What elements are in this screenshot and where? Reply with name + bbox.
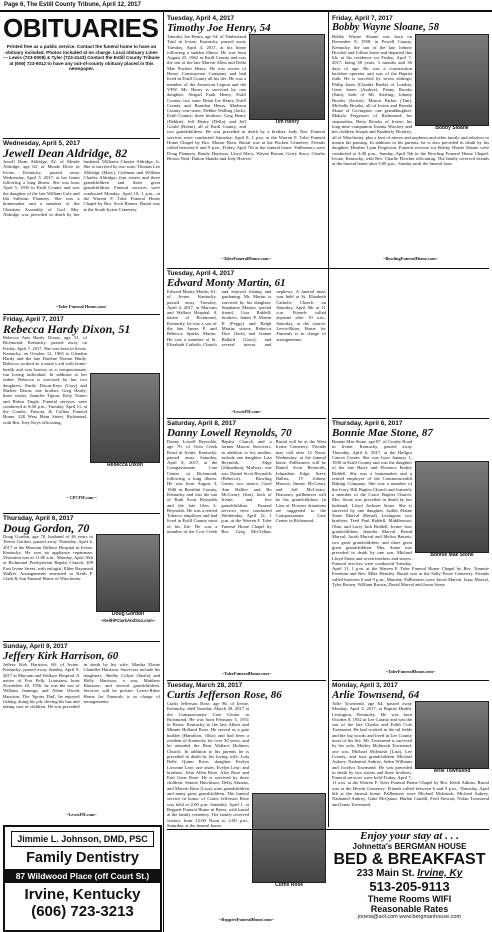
obit-townsend — [332, 680, 489, 826]
ad-dentist-name: Jimmie L. Johnson, DMD, PSC — [11, 831, 154, 847]
obit-name: Danny Lowell Reynolds, 70 — [167, 427, 292, 439]
obit-name: Rebecca Hardy Dixon, 51 — [3, 322, 131, 336]
obit-date: Friday, April 7, 2017 — [332, 15, 393, 22]
ad-bed-and-breakfast — [167, 829, 489, 930]
obit-date: Tuesday, March 28, 2017 — [167, 680, 326, 689]
photo-caption: Curtis Rose — [274, 882, 304, 888]
portrait-photo — [96, 534, 160, 612]
obit-name: Edward Monty Martin, 61 — [167, 277, 286, 289]
section-title: OBITUARIES — [3, 15, 159, 43]
obit-martin — [167, 268, 489, 417]
photo-caption: Rebecca Dixon — [107, 462, 143, 468]
obit-date: Sunday, April 9, 2017 — [3, 641, 160, 650]
obit-signature: ~TolerFuneralHome.com~ — [221, 671, 272, 676]
obit-body: Edward Monty Martin, 61, of Irvine, Kentucky, passed away Tuesday, April 4, 2017, at Marcum and Wallace Hospital. A native of Richmond, Kentucky, he was a son of the late James P. and Rebecca Sparks Martin. He was a member of St. Elizabeth Catholic Church and enjoyed fishing and gardening. Mr. Martin is survived by his daughter, Stephanie Martin; special friend, Lisa Riddell; brothers, James P. Martin II (Peggy) and Ralph Martin; sisters, Rebecca Dice (Jack) and Jeanne Ballard (Gary); and several nieces and nephews. A funeral mass was held at St. Elizabeth Catholic Church on Saturday, April 8th at 11 a.m. Friends called anytime after 10 a.m., Saturday, at the church. Lewis-Ritter Home for Funerals is in charge of arrangements. — [167, 289, 326, 347]
obit-name: Arlie Townsend, 64 — [332, 689, 420, 701]
obit-name: Bonnie Mae Stone, 87 — [332, 427, 433, 439]
ad-bnb-contact: joneta@aol.com www.bergmanhouse.com — [357, 914, 462, 920]
photo-caption: Bobby Sloane — [435, 125, 469, 131]
ad-dentist-address: 87 Wildwood Place (off Court St.) — [5, 869, 160, 883]
ad-dentist-headline: Family Dentistry — [26, 850, 139, 866]
obit-body: Curtis Jefferson Rose, age 86, of Irvine, Kentucky, died Tuesday, March 28, 2017 at the Compassionate Care Center in Richmond. He was born February 5, 1931 in Berea, Kentucky to the late Albert and Minnie Holland Rose. He served as a gate builder (Hamilton, Ohio) and had been a resident of Kentucky for over 30 years, and he attended the Bear Wallace Holiness Church. In addition to his parents he is preceded in death by his loving wife, Lula Belle Quinn Rose; daughter Evelyn Lavonne Lear; one sister, Evelyn Lear; and brothers, John Allen Rose, Alex Rose and Earl Gene Rose. He is survived by three children, Sonnie Hutchison, Della Abrams, and Marvin Rose (Lisa); nine grandchildren and many great grandchildren. The funeral service in honor of Curtis Jefferson Rose was held at 2:00 p.m. Saturday, April 1, at Reppert Funeral Home in Berea, with burial at the family cemetery. The family received visitors from 12:00 Noon to 2:00 p.m., Saturday, at the funeral home. — [167, 701, 249, 828]
obit-name: Curtis Jefferson Rose, 86 — [167, 689, 282, 701]
obit-name: Timothy Joe Henry, 54 — [167, 22, 271, 34]
photo-frame — [249, 34, 325, 126]
column-divider-1 — [163, 12, 164, 932]
obit-date: Thursday, April 6, 2017 — [3, 513, 160, 522]
obit-signature: ~LewisFH.com~ — [231, 409, 262, 414]
portrait-photo — [415, 701, 489, 769]
photo-frame — [415, 701, 489, 777]
obit-signature: ~ReppertFuneralHome.com~ — [219, 917, 274, 922]
obit-dixon — [3, 314, 160, 512]
page-header: Page 6, The Estill County Tribune, April 12, 2017 — [4, 2, 141, 8]
masthead-notice: Printed free as a public service. Contact the funeral home to have an obituary included. Photos included at no charge. Local obituary Lines — Lewis (723-0008) & Tyler (723-4143) Contact the Estill County Tribune at (606) 723-9012 to have any out-of-county obituary placed in this newspaper. — [3, 44, 160, 72]
obit-body: Bonnie Mae Stone, age 87, of Crosby Road in Irvine, Kentucky, passed away Thursday, April 6, 2017, at the Hallgro Cancer Center. She was born January 1, 1930 in Estill County and was the daughter of the late Harry and Florence Embry Riddell. She was a homemaker and a retired employee of the Commonwealth Baking Company. She was a member of the Ivory Hill Baptist Church and formerly a member of the Grace Baptist Church. Mrs. Stone was preceded in death by her husband, Lloyd Jackson Stone. She is survived by one daughter, Judith Elaine Stone Marval (Bernd), Lexington; two brothers: Teed Paul Riddell, Middletown, Ohio, and Larry Jack Riddell, Irvine; four grandchildren, Jennifer Marval, Bernd Marval, Jacob Marval and Melisa Bassett; two great grandchildren, and three great great grandchildren. Mrs. Stone was preceded in death by one son, Michael Lloyd Stone and seven brothers and sisters. Funeral services were conducted Tuesday, April 11, 1 p.m. at the Warren F. Toler Funeral Home Chapel by Rev. Tommie Freeman and Rev. Mike Hensley. Burial was at the Sally Poore Cemetery. Friends called between 6 and 9 p.m., Monday. Pallbearers were Jacob Marval, Isaac Marval, Tyler Brown, William Brown, David Marval and Jason Stone. — [332, 439, 489, 588]
obit-date: Tuesday, April 4, 2017 — [167, 15, 235, 22]
obit-body: Danny Lowell Reynolds, age 70, of Twin Creek Road in Irvine, Kentucky, passed away Saturday, April 8, 2017, at the Compassionate Care Center in Richmond, following a long illness. He was born August 3, 1946 in Breathitt County, Kentucky and was the son of Ruth Scott Reynolds and the late Glen L. Reynolds. He was a retired Tobacco employee and had lived in Estill County most of his life. He was a member of the Cow Creek Baptist Church and a former Mason. Survivors, in addition to his mother, include one daughter, Lisa Reynolds Edge (Johnathon), Midway; one son, Daniel Scott Reynolds (Rebecca), Rowling Green; two sisters: Carol Ann Hallier and Bo McCreary (Jim), both of Irvine; and five grandchildren. Funeral services were conducted Wednesday, April 12, 1 p.m. at the Warren F. Toler Funeral Home Chapel by Bro. Greg McClellan. Burial will be at the West Irvine Cemetery. Friends may call after 12 Noon, Wednesday, at the funeral home. Pallbearers will be Daniel Scott Reynolds, Johnathon Edge, Steve Hallier, JV Johnny Moores, Jimmy McCreary and Jeff McCreary. Honorary pallbearers will be his grandchildren. In Lieu of Flowers donations are suggested to the Compassionate Care Center in Richmond. — [167, 439, 326, 535]
obit-signature: ~LewisFH.com~ — [66, 812, 97, 817]
portrait-photo — [90, 373, 160, 463]
ad-bnb-phone: 513-205-9113 — [369, 879, 450, 894]
obit-stone — [332, 418, 489, 678]
photo-caption: Bonnie Mae Stone — [430, 552, 474, 558]
photo-caption: Tim Henry — [274, 119, 300, 125]
obit-body: Rebecca Ann Hardy Dixon, age 51, of Richmond, Kentucky, passed away on Friday, April 7, 2017. She was born in Irvine, Kentucky, on October 12, 1965 to Glendon Hardy and the late Darlene Norton Hardy. Rebecca worked as a nurse's aid with home-health and was known as a compassionate, fun loving individual. In addition to her father, Rebecca is survived by her two daughters, Emily Dixon-Keys (Cory) and Sheltee Dixon; one brother, Greg Hardy; three sisters, Jennifer Tipton, Kitty Turner and Robin Tingle. Funeral services were conducted at 6:00 p.m., Tuesday, April 11, at the Combs, Parsons & Collins Funeral Home, 228 West Main Street, Richmond, with Bro. Joey Keys officiating. — [3, 335, 87, 425]
obit-body: Jeffery Kirk Harrison, 60, of Irvine, Kentucky, passed away Sunday, April 9, 2017 at Marcum and Wallace Hospital. A native of Fort Polk, Louisiana, born November 29, 1956, he was the son of William Jennings and Alene Woods Harrison. The 'Sports Dad', he enjoyed fishing, doing his job, driving his bus and taking care of children. He was preceded in death by his wife, Martha Elaine Chandler Harrison. Survivors include his daughters, Shelby Colyer (Justin) and Holly Harrison; a son, Matthew Harrison; and several grandchildren. Services will be private. Lewis-Ritter Home for Funerals is in charge of arrangements. — [3, 662, 160, 710]
obit-body: Timothy Joe Henry, age 54, of Timberland Trail in Irvine, Kentucky, passed away Tuesday, April 4, 2017, at his home following a sudden illness. He was born August 25, 1962 in Estill County and was the son of the late Marvin Allen and Della Mae Puckett Henry. He was owner of Henry Construction Company and had lived in Estill County all his life. He was a member of the American Legion and the VFW. Mr. Henry is survived by one daughter, Abigail Faith Henry, Estill County; two sons: Brian Joe Henry, Estill County and Brandon Henry, Madison County; one sister, Debbie Walling (Jack), Estill County; three brothers, Greg Henry (Debbie), Jeff Henry (Della), and Jeff Gould (Robin), all of Estill County; and two grandchildren. He was preceded in death by a brother, Judy Noe. Funeral services were conducted Saturday, April 8, 1 p.m. at the Warren F. Toler Funeral Home Chapel by Bro. Mason Horn. Burial was at the Puckett Cemetery. Friends called between 6 and 9 p.m., Friday, April 7th at the funeral home. Pallbearers were Doug Flannery, Randy Harrison, Lloyd Macy, Wayne Burton, Gerry Stacy, Charlie Brown Neal, Dalton Shanks and Jody Hoover. — [167, 34, 325, 161]
ad-bnb-headline: BED & BREAKFAST — [333, 851, 486, 868]
photo-caption: Arlie Townsend — [433, 768, 471, 774]
ad-dentist-phone: (606) 723-3213 — [31, 903, 134, 920]
obit-signature: ~TolerFuneralHome.com~ — [385, 669, 436, 674]
obit-date: Wednesday, April 5, 2017 — [3, 138, 160, 147]
obit-signature: ~KeithPClarkAndSon.com~ — [100, 618, 156, 623]
portrait-photo — [249, 34, 325, 120]
column-divider-2 — [328, 12, 329, 827]
header-rule — [0, 10, 492, 12]
portrait-photo — [415, 461, 489, 553]
obit-date: Tuesday, April 4, 2017 — [167, 268, 489, 277]
photo-frame — [96, 534, 160, 626]
photo-caption: Doug Gordon — [111, 611, 145, 617]
ad-bnb-tagline: Enjoy your stay at . . . — [360, 830, 459, 842]
obit-signature: ~BowlingFuneralHome.com~ — [383, 256, 438, 261]
ad-bnb-amenities: Theme Rooms WIFI — [367, 894, 452, 904]
obit-name: Bobby Wayne Sloane, 58 — [332, 22, 439, 33]
obituaries-masthead — [3, 15, 160, 138]
photo-frame — [415, 34, 489, 132]
obit-date: Thursday, April 6, 2017 — [332, 418, 489, 427]
obit-signature: ~TolerFuneralHome.com~ — [221, 256, 271, 261]
obit-date: Monday, April 3, 2017 — [332, 680, 489, 689]
obit-name: Jewell Dean Aldridge, 82 — [3, 146, 128, 160]
photo-frame — [90, 373, 160, 469]
ad-dentist-city: Irvine, Kentucky — [24, 886, 141, 903]
ad-bnb-rates: Reasonable Rates — [370, 904, 449, 914]
obit-name: Jeffery Kirk Harrison, 60 — [3, 650, 119, 662]
portrait-photo — [415, 34, 489, 126]
obit-henry — [167, 14, 325, 266]
photo-frame — [415, 461, 489, 559]
obit-harrison — [3, 641, 160, 823]
obit-date: Friday, April 7, 2017 — [3, 314, 160, 323]
ad-family-dentistry — [3, 825, 162, 932]
ad-bnb-city: Irvine, Ky — [417, 868, 463, 879]
obit-gordon — [3, 513, 160, 640]
obit-body: Doug Gordon, age 70, husband of 46 years to Teresa Gordon, passed away Thursday, April 6, 2017 at the Marcum Wallace Hospital in Irvine, Kentucky. He was an appliance repairman. Visitation was at 11:00 a.m., Monday, April 10th at Richmond Presbyterian Baptist Church, 209 East Irvine Street, with eulogist, Elder Raymond Walker. Arrangements entrusted to Keith P. Clark & Son Funeral Home of Winchester. — [3, 534, 93, 582]
obit-sloane — [332, 14, 489, 266]
obit-signature: ~Toler Funeral Home.com~ — [55, 304, 108, 309]
obit-body: Bobby Wayne Sloane was born on December 8, 1958, in Powell County, Kentucky, the son of the late Johnny Brockel and Lillian Jones and departed this life at his residence on Friday, April 7, 2017, being 58 years, 3 months and 30 days of age. He was a construction backhoe operator and was of the Baptist faith. He is survived by seven siblings; Philip Jones (Claudia Burke) of London, Gene Jones (Audrey), Penny Brooks (Sam), both of Mt. Sterling; Johnny Brooks (Jackie), Mason Parker (Tim), Michelle Brooks, all of Irvine and Brenda Skane of Covington; one granddaughter, Makala Fergerson of Richmond; his stepmother, Betty Brooks of Irvine; his long-time companion Jeanita Woolrey and her children Joseph and Kimberly Woolrey, all of Winchester, plus a host of nieces and nephews and other family and relatives to mourn his passing. In addition to his parents, he is also preceded in death by his daughter, Heather Lynn Fergerson. Funeral services for Bobby Wayne Sloane were conducted at 3:00 p.m., Sunday, April 9th in the Bowling Funeral Home Chapel, Irvine, Kentucky, with Rev. Charlie Fletcher officiating. The family received friends at the funeral home after 3:00 p.m., Sunday until the funeral hour. — [332, 34, 489, 167]
obit-body: Arlie Townsend, age 64, passed away Monday, April 3, 2017, at Baptist Health, Lexington, Kentucky. He was born October 8, 1952 in Lee County and was the son of the late Charlie and Edith Cole Townsend. He had worked in the oil fields and the log woods and lived in Lee County most of his life. Mr. Townsend is survived by his wife, Maffey McIntosh Townsend; one son, Michael McIntosh (Lisa), Lee County; and four grandchildren Michael Aubrey, Nathaniel Aubrey, Jaden Williams and Jocelyn Townsend. He was preceded in death by two sisters and three brothers. Funeral services were held Friday, April 7, 11 a.m. at the Warren F. Toler Funeral Home Chapel by Bro. Keith Adkins. Burial was at the Hewitt Cemetery. Friends called between 6 and 9 p.m., Thursday, April 6th at the funeral home. Pallbearers were Michael McIntosh, Micheal Aubrey, Nathaniel Aubrey, Gabe McQuinn, Harlan Caudill, Fred Stewart, Nolan Townsend and Jonas Townsend. — [332, 701, 489, 807]
ad-bnb-street: 233 Main St. — [356, 868, 415, 879]
obit-reynolds — [167, 418, 326, 678]
obit-signature: ~ CPCFH.com ~ — [66, 495, 97, 500]
obit-name: Doug Gordon, 70 — [3, 521, 90, 535]
ad-bnb-address — [330, 868, 489, 879]
obit-date: Saturday, April 8, 2017 — [167, 418, 326, 427]
ad-bnb-house: Johnetta's BERGMAN HOUSE — [352, 842, 467, 851]
obit-aldridge — [3, 138, 160, 313]
obit-body: Jewell Dean Aldridge, 82, of Meade Aldridge, age 82, of Meade Drive in Irvine, Kentucky, passed away Wednesday, April 5, 2017, at her home following a long illness. She was born April 5, 1935 in Estill County and was the daughter of the late William Cole and Ida Sullivan Flannery. She was a homemaker and a member of the Christian Assembly of God. Mrs. Aldridge was preceded in death by her husband, Williams Chester Aldridge, Jr. She is survived by two sons: Thomas Lee Aldridge (Mary), Coleman and William Charles Aldridge; four sisters and three grandchildren and three great grandchildren. Funeral services were conducted Monday, April 10, 1 p.m., at the Warren F. Toler Funeral Home Chapel by Bro. Scott Barnes. Burial was at the South Irvine Cemetery. — [3, 159, 160, 217]
